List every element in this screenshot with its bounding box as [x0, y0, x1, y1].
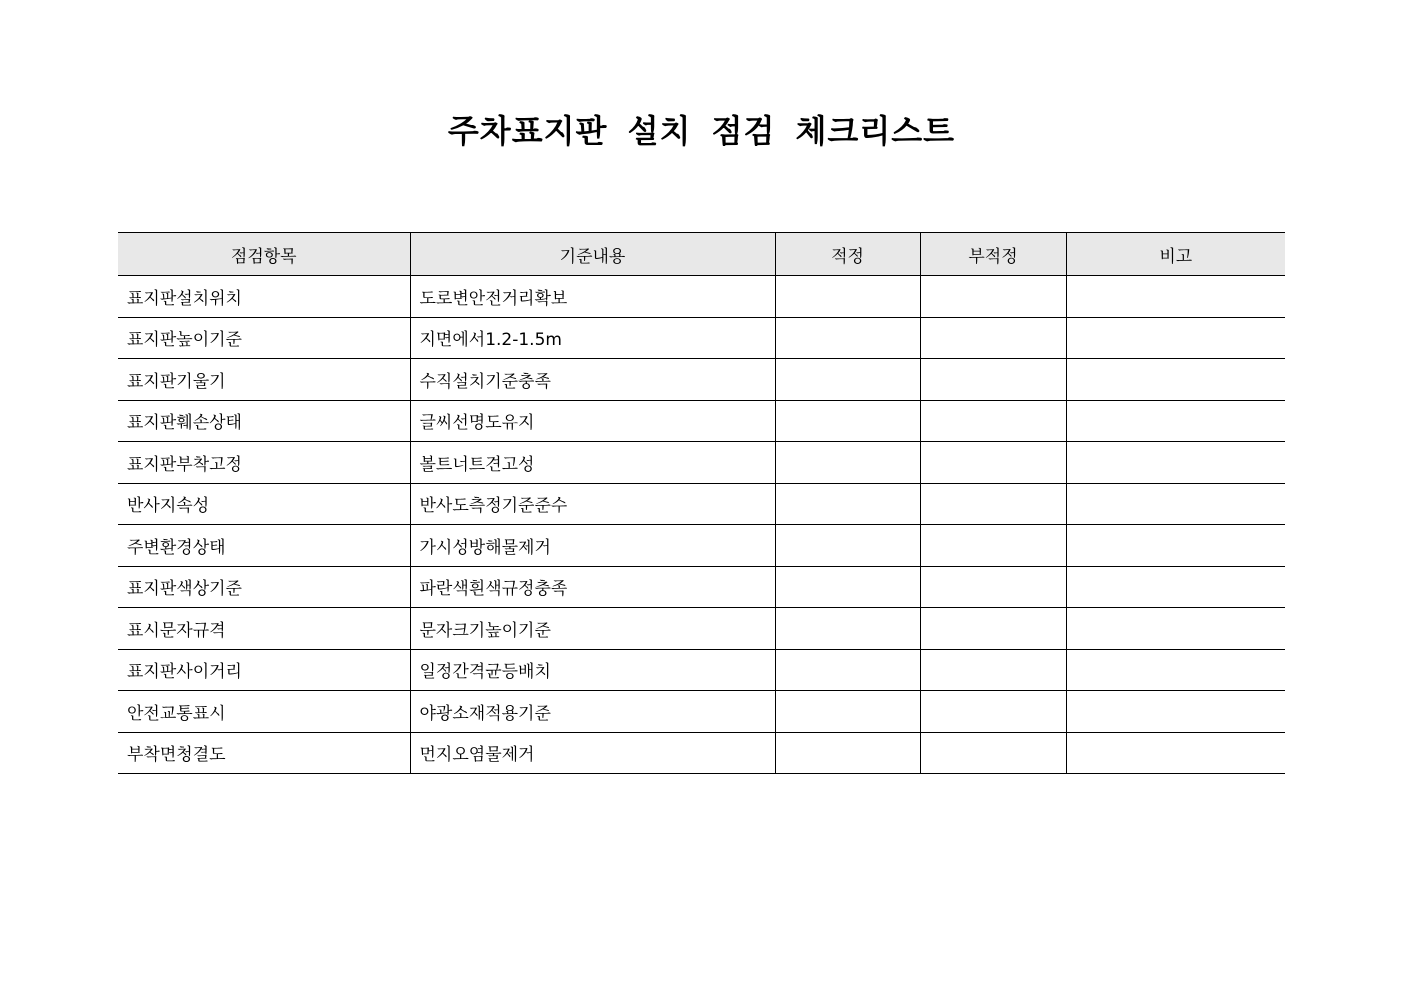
- cell-criteria: 볼트너트견고성: [410, 442, 775, 484]
- cell-pass[interactable]: [775, 400, 920, 442]
- table-row: [118, 566, 1285, 608]
- table-row: [118, 608, 1285, 650]
- header-criteria: 기준내용: [410, 233, 775, 276]
- table-row: [118, 317, 1285, 359]
- cell-note[interactable]: [1066, 483, 1285, 525]
- cell-fail[interactable]: [920, 317, 1066, 359]
- cell-note[interactable]: [1066, 691, 1285, 733]
- cell-criteria: 수직설치기준충족: [410, 359, 775, 401]
- table-row: [118, 525, 1285, 567]
- cell-criteria: 가시성방해물제거: [410, 525, 775, 567]
- cell-item: 안전교통표시: [118, 691, 410, 733]
- cell-note[interactable]: [1066, 442, 1285, 484]
- header-pass: 적정: [775, 233, 920, 276]
- cell-criteria: 글씨선명도유지: [410, 400, 775, 442]
- cell-note[interactable]: [1066, 525, 1285, 567]
- cell-item: 부착면청결도: [118, 732, 410, 774]
- cell-note[interactable]: [1066, 317, 1285, 359]
- cell-fail[interactable]: [920, 732, 1066, 774]
- cell-criteria: 파란색흰색규정충족: [410, 566, 775, 608]
- cell-pass[interactable]: [775, 732, 920, 774]
- cell-note[interactable]: [1066, 276, 1285, 318]
- cell-pass[interactable]: [775, 442, 920, 484]
- cell-criteria: 야광소재적용기준: [410, 691, 775, 733]
- cell-pass[interactable]: [775, 359, 920, 401]
- cell-note[interactable]: [1066, 566, 1285, 608]
- cell-pass[interactable]: [775, 566, 920, 608]
- cell-fail[interactable]: [920, 483, 1066, 525]
- cell-item: 주변환경상태: [118, 525, 410, 567]
- cell-note[interactable]: [1066, 359, 1285, 401]
- cell-item: 표지판높이기준: [118, 317, 410, 359]
- cell-pass[interactable]: [775, 649, 920, 691]
- cell-item: 표시문자규격: [118, 608, 410, 650]
- checklist-table: [118, 232, 1285, 774]
- table-row: [118, 359, 1285, 401]
- header-item: 점검항목: [118, 233, 410, 276]
- cell-pass[interactable]: [775, 276, 920, 318]
- table-row: [118, 649, 1285, 691]
- page-title: 주차표지판 설치 점검 체크리스트: [447, 112, 956, 150]
- cell-pass[interactable]: [775, 691, 920, 733]
- cell-item: 표지판색상기준: [118, 566, 410, 608]
- cell-fail[interactable]: [920, 691, 1066, 733]
- cell-fail[interactable]: [920, 525, 1066, 567]
- cell-fail[interactable]: [920, 400, 1066, 442]
- cell-note[interactable]: [1066, 649, 1285, 691]
- table-row: [118, 400, 1285, 442]
- cell-fail[interactable]: [920, 276, 1066, 318]
- cell-note[interactable]: [1066, 732, 1285, 774]
- cell-item: 표지판사이거리: [118, 649, 410, 691]
- cell-item: 반사지속성: [118, 483, 410, 525]
- cell-item: 표지판훼손상태: [118, 400, 410, 442]
- cell-fail[interactable]: [920, 649, 1066, 691]
- table-row: [118, 732, 1285, 774]
- table-row: [118, 483, 1285, 525]
- table-header-row: [118, 233, 1285, 276]
- cell-note[interactable]: [1066, 608, 1285, 650]
- cell-item: 표지판부착고정: [118, 442, 410, 484]
- cell-criteria: 반사도측정기준준수: [410, 483, 775, 525]
- cell-item: 표지판기울기: [118, 359, 410, 401]
- header-note: 비고: [1066, 233, 1285, 276]
- cell-fail[interactable]: [920, 608, 1066, 650]
- cell-pass[interactable]: [775, 317, 920, 359]
- cell-criteria: 도로변안전거리확보: [410, 276, 775, 318]
- cell-criteria: 지면에서1.2-1.5m: [410, 317, 775, 359]
- table-row: [118, 691, 1285, 733]
- cell-pass[interactable]: [775, 483, 920, 525]
- cell-criteria: 문자크기높이기준: [410, 608, 775, 650]
- cell-pass[interactable]: [775, 525, 920, 567]
- cell-criteria: 먼지오염물제거: [410, 732, 775, 774]
- table-row: [118, 442, 1285, 484]
- cell-pass[interactable]: [775, 608, 920, 650]
- cell-fail[interactable]: [920, 359, 1066, 401]
- cell-note[interactable]: [1066, 400, 1285, 442]
- cell-fail[interactable]: [920, 442, 1066, 484]
- table-row: [118, 276, 1285, 318]
- cell-item: 표지판설치위치: [118, 276, 410, 318]
- header-fail: 부적정: [920, 233, 1066, 276]
- cell-fail[interactable]: [920, 566, 1066, 608]
- cell-criteria: 일정간격균등배치: [410, 649, 775, 691]
